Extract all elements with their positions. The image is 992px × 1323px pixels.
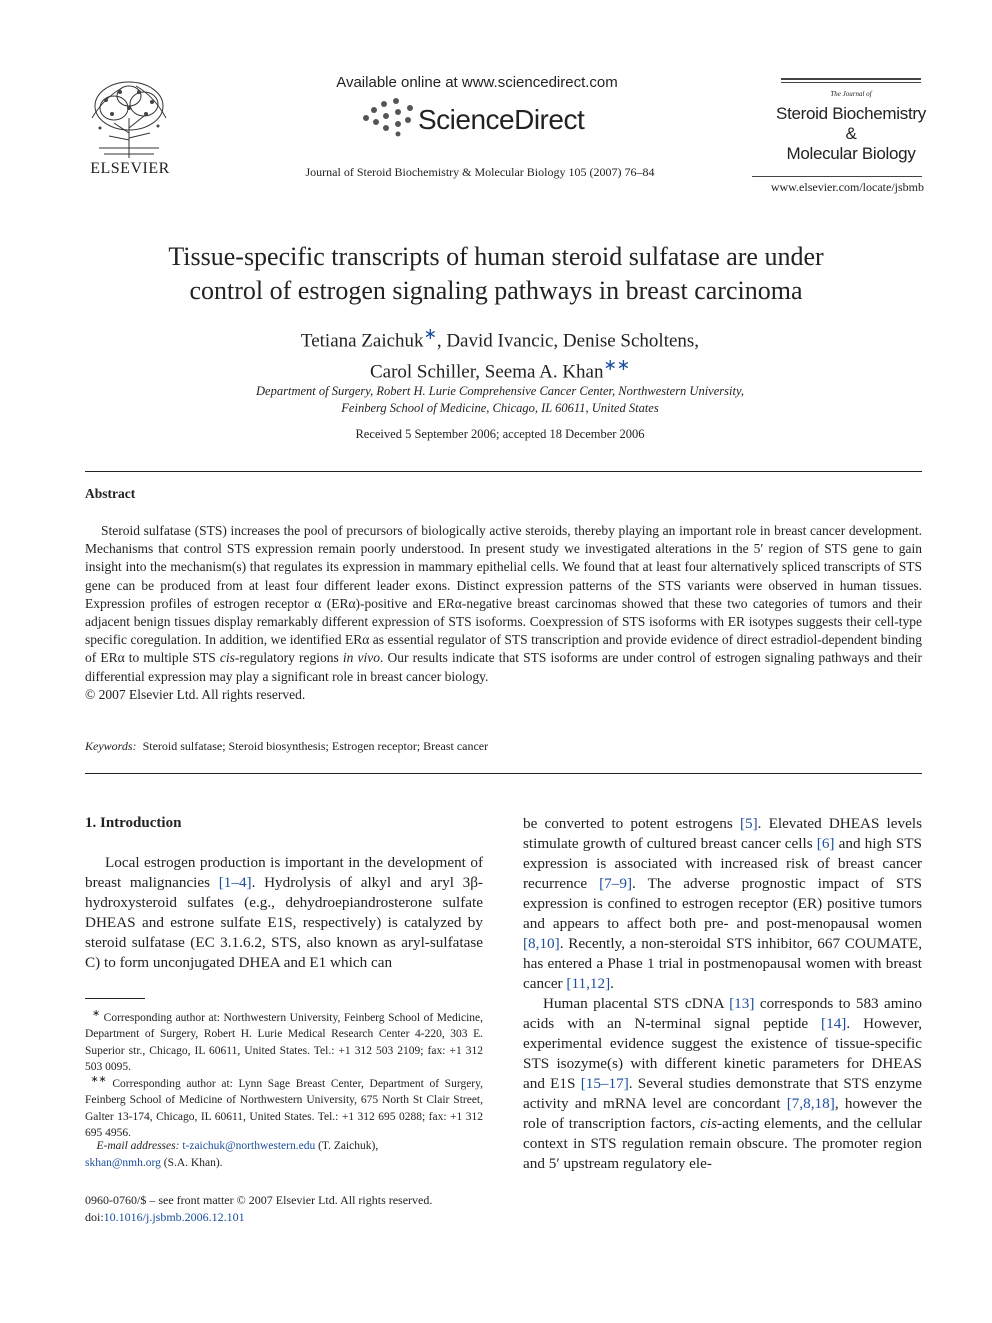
- intro-text: . Elevated DHEAS levels stimulate growth of cultured breast cancer cells: [523, 815, 922, 852]
- abstract-heading: Abstract: [85, 486, 136, 501]
- intro-text: . Several studies demonstrate that STS enzyme activity and mRNA level are concordant: [523, 1075, 922, 1112]
- citation-link[interactable]: [7,8,18]: [786, 1095, 835, 1112]
- intro-text: . Recently, a non-steroidal STS inhibitor, 667 COUMATE, has entered a Phase 1 trial in postmenopausal women with breast cancer: [523, 935, 922, 992]
- publisher-name: ELSEVIER: [90, 160, 170, 177]
- intro-text: , however the role of transcription factors,: [523, 1095, 923, 1132]
- abstract-italic-1: cis: [219, 650, 235, 666]
- footnote-corresponding-1: [85, 1006, 483, 1076]
- intro-text: . Hydrolysis of alkyl and aryl 3β-hydroxysteroid sulfates (e.g., dehydroepiandrosterone sulfate DHEAS and estrone sulfate E1S, respectively) is catalyzed by steroid sulfatase (EC 3.1.6.2, STS, also known as aryl-sulfatase C) to form unconjugated DHEA and E1 which can: [85, 874, 483, 971]
- citation-link[interactable]: [1–4]: [218, 874, 252, 891]
- doi-link[interactable]: 10.1016/j.jsbmb.2006.12.101: [103, 1210, 245, 1224]
- authors-line2: Carol Schiller, Seema A. Khan: [369, 361, 604, 383]
- affiliation-line2: Feinberg School of Medicine, Chicago, IL 60611, United States: [341, 401, 659, 415]
- email-link-khan[interactable]: skhan@nmh.org: [85, 1156, 161, 1169]
- journal-rule-bottom: [752, 176, 922, 177]
- title-line2: control of estrogen signaling pathways in breast carcinoma: [189, 276, 803, 305]
- footnote-mark-1: ∗: [92, 1008, 101, 1019]
- issn-line: 0960-0760/$ – see front matter © 2007 Elsevier Ltd. All rights reserved.: [85, 1193, 433, 1207]
- abstract-copyright: © 2007 Elsevier Ltd. All rights reserved.: [85, 686, 306, 702]
- intro-text: . However, experimental evidence suggest the existence of tissue-specific STS isozyme(s) with different kinetic parameters for DHEAS and E1S: [523, 1015, 922, 1092]
- abstract-rule-bottom: [85, 773, 922, 774]
- author-list: [150, 322, 850, 385]
- elsevier-tree-logo: [84, 78, 174, 160]
- available-online-text: Available online at www.sciencedirect.com: [336, 74, 618, 91]
- citation-link[interactable]: [5]: [739, 815, 758, 832]
- email-owner-2: (S.A. Khan).: [160, 1156, 223, 1169]
- footnote-text-1: Corresponding author at: Northwestern University, Feinberg School of Medicine, Department of Surgery, Robert H. Lurie Medical Research Center 4-220, 303 E. Superior str., Chicago, IL 60611, United States. Tel.: +1 312 503 2109; fax: +1 312 503 0095.: [85, 1011, 484, 1074]
- affiliation-line1: Department of Surgery, Robert H. Lurie Comprehensive Cancer Center, Northwestern University,: [256, 384, 744, 398]
- article-title: [90, 240, 902, 308]
- intro-italic: cis: [700, 1115, 718, 1132]
- keywords-label: Keywords:: [85, 739, 137, 753]
- abstract-text-3: . Our results indicate that STS isoforms are under control of estrogen signaling pathways and their differential expression may play a significant role in breast cancer biology.: [85, 650, 922, 684]
- journal-rule-top: [781, 78, 921, 80]
- journal-url[interactable]: www.elsevier.com/locate/jsbmb: [770, 180, 924, 194]
- abstract-text-2: -regulatory regions: [234, 650, 343, 666]
- intro-text: . The adverse prognostic impact of STS expression is confined to estrogen receptor (ER) positive tumors and appears to affect both pre- and post-menopausal women: [523, 875, 922, 932]
- email-label: E-mail addresses:: [96, 1140, 180, 1152]
- footnote-rule: [85, 998, 145, 999]
- citation-link[interactable]: [14]: [821, 1015, 847, 1032]
- journal-name-line1: Steroid Biochemistry: [776, 104, 926, 123]
- section-heading-introduction: 1. Introduction: [85, 815, 182, 831]
- title-line1: Tissue-specific transcripts of human steroid sulfatase are under: [168, 242, 824, 271]
- corresponding-mark-1[interactable]: ∗: [423, 326, 437, 343]
- intro-column-right: [523, 814, 922, 1174]
- page-footer: [85, 1192, 485, 1226]
- citation-link[interactable]: [8,10]: [523, 935, 560, 952]
- citation-link[interactable]: [13]: [729, 995, 755, 1012]
- citation-link[interactable]: [6]: [816, 835, 835, 852]
- abstract-text-1: Steroid sulfatase (STS) increases the pool of precursors of biologically active steroids, thereby playing an important role in breast cancer development. Mechanisms that control STS expression remain poorly understood. In present study we investigated alterations in the 5′ region of STS gene to gain insight into the mechanism(s) that regulates its expression in mammary epithelial cells. We found that at least four alternatively spliced transcripts of STS gene can be produced from at least four different leader exons. Distinct expression patterns of the STS variants were observed in human tissues. Expression profiles of estrogen receptor α (ERα)-positive and ERα-negative breast carcinomas showed that these two categories of tumors and their adjacent benign tissues display remarkably different expression of STS isoforms. Coexpression of STS isoforms with ER isotypes suggests their cell-type specific coregulation. In addition, we identified ERα as essential regulator of STS transcription and provide evidence of direct estradiol-dependent binding of ERα to multiple STS: [85, 523, 922, 666]
- journal-citation: Journal of Steroid Biochemistry & Molecular Biology 105 (2007) 76–84: [305, 165, 655, 179]
- email-owner-1: (T. Zaichuk),: [315, 1140, 379, 1152]
- intro-text: Local estrogen production is important in the development of breast malignancies: [85, 854, 483, 891]
- citation-link[interactable]: [7–9]: [599, 875, 633, 892]
- intro-text: -acting elements, and the cellular context in STS regulation remain obscure. The promoter region and 5′ upstream regulatory ele-: [523, 1115, 922, 1172]
- doi-label: doi:: [85, 1210, 104, 1224]
- affiliation: [150, 383, 850, 417]
- journal-name: [776, 104, 926, 164]
- intro-text: be converted to potent estrogens: [523, 815, 740, 832]
- intro-text: Human placental STS cDNA: [543, 995, 730, 1012]
- citation-link[interactable]: [15–17]: [580, 1075, 629, 1092]
- footnote-emails: [85, 1138, 483, 1171]
- journal-prefix: The Journal of: [830, 90, 872, 98]
- author-zaichuk: Tetiana Zaichuk: [300, 330, 424, 352]
- keywords-list: Steroid sulfatase; Steroid biosynthesis; Estrogen receptor; Breast cancer: [142, 739, 489, 753]
- received-dates: Received 5 September 2006; accepted 18 December 2006: [355, 427, 645, 441]
- footnote-corresponding-2: [85, 1072, 483, 1142]
- sciencedirect-dots-icon: [358, 96, 418, 138]
- sciencedirect-logo-text: ScienceDirect: [418, 104, 585, 135]
- corresponding-mark-2[interactable]: ∗∗: [603, 357, 631, 375]
- intro-text: corresponds to 583 amino acids with an N-terminal signal peptide: [523, 995, 922, 1032]
- journal-name-line2: &: [845, 124, 857, 143]
- journal-name-line3: Molecular Biology: [786, 144, 916, 163]
- intro-text: and high STS expression is associated with increased risk of breast cancer recurrence: [523, 835, 922, 892]
- citation-link[interactable]: [11,12]: [566, 975, 611, 992]
- email-link-zaichuk[interactable]: t-zaichuk@northwestern.edu: [182, 1140, 316, 1152]
- abstract-body: [85, 522, 922, 704]
- footnote-text-2: Corresponding author at: Lynn Sage Breast Center, Department of Surgery, Feinberg School of Medicine of Northwestern University, 675 North St Clair Street, Galter 13-174, Chicago, IL 60611, United States. Tel.: +1 312 695 0288; fax: +1 312 695 4956.: [85, 1077, 483, 1140]
- footnote-mark-2: ∗∗: [90, 1074, 107, 1085]
- intro-text: .: [610, 975, 614, 992]
- authors-line1-rest: , David Ivancic, Denise Scholtens,: [436, 330, 700, 352]
- journal-rule-top-thin: [781, 82, 921, 83]
- abstract-rule-top: [85, 471, 922, 472]
- keywords: [85, 739, 922, 754]
- abstract-italic-2: in vivo: [342, 650, 380, 666]
- intro-column-left: [85, 853, 483, 973]
